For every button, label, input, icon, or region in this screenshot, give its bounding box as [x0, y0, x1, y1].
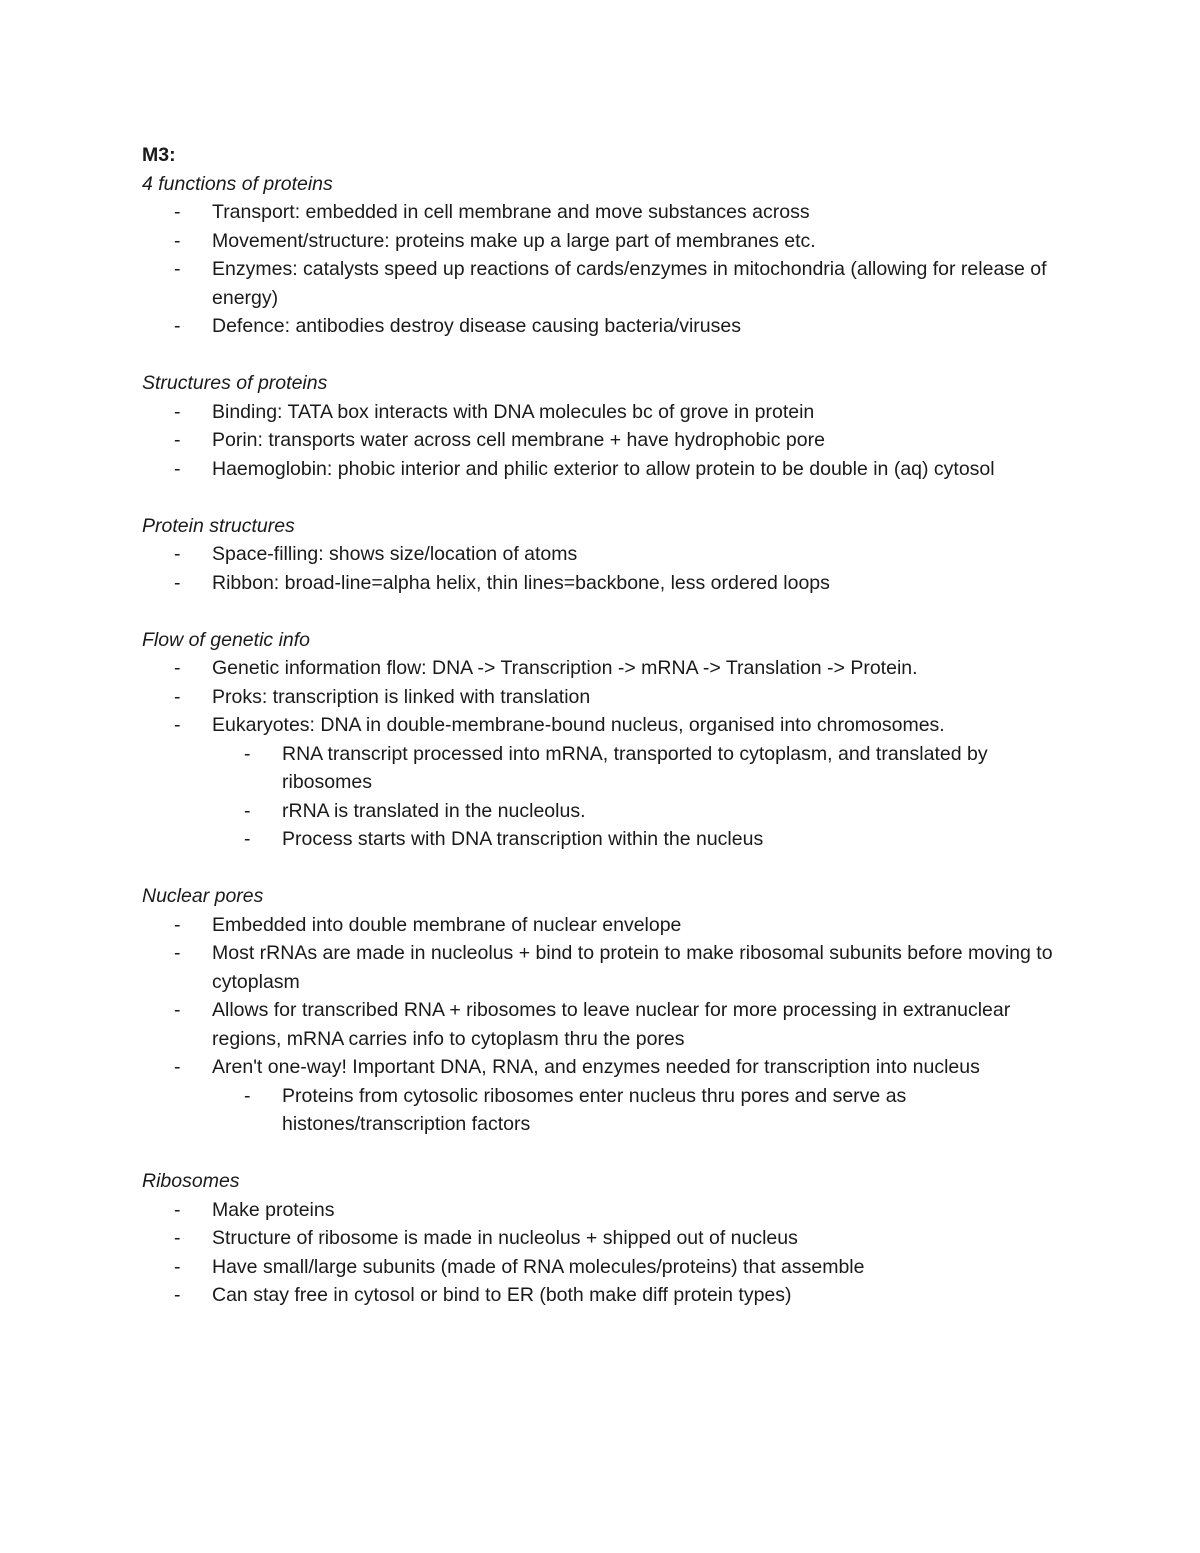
nested-list-item	[212, 1082, 1062, 1139]
list-item-text: Embedded into double membrane of nuclear envelope	[212, 913, 682, 936]
dash-bullet: -	[244, 828, 251, 850]
section-nuclear-pores	[142, 882, 1062, 1139]
list-item	[142, 540, 1062, 569]
dash-bullet: -	[174, 1227, 181, 1249]
dash-bullet: -	[174, 457, 181, 480]
bullet-list	[142, 1196, 1062, 1310]
list-item	[142, 1253, 1062, 1282]
section-ribosomes	[142, 1167, 1062, 1310]
nested-list-item	[212, 740, 1062, 797]
dash-bullet: -	[174, 714, 181, 736]
list-item	[142, 939, 1062, 996]
section-structures-of-proteins	[142, 369, 1062, 483]
list-item	[142, 1224, 1062, 1253]
dash-bullet: -	[174, 571, 181, 594]
list-item-text: Structure of ribosome is made in nucleolus + shipped out of nucleus	[212, 1227, 798, 1249]
list-item-text: rRNA is translated in the nucleolus.	[282, 799, 586, 822]
list-item	[142, 996, 1062, 1053]
bullet-list	[142, 911, 1062, 1139]
section-heading: Flow of genetic info	[142, 628, 311, 651]
section-flow-of-genetic-info	[142, 626, 1062, 854]
list-item-text: Ribbon: broad-line=alpha helix, thin lines=backbone, less ordered loops	[212, 571, 830, 594]
dash-bullet: -	[174, 1056, 181, 1078]
dash-bullet: -	[174, 999, 181, 1021]
list-item	[142, 398, 1062, 427]
bullet-list	[142, 540, 1062, 597]
list-item	[142, 711, 1062, 854]
list-item	[142, 1196, 1062, 1225]
list-item-text: Movement/structure: proteins make up a large part of membranes etc.	[212, 229, 816, 252]
bullet-list	[142, 654, 1062, 854]
section-heading: Protein structures	[142, 514, 295, 537]
list-item-text: RNA transcript processed into mRNA, transported to cytoplasm, and translated by ribosomes	[282, 742, 988, 793]
list-item-text: Porin: transports water across cell membrane + have hydrophobic pore	[212, 429, 825, 451]
list-item-text: Most rRNAs are made in nucleolus + bind to protein to make ribosomal subunits before moving to cytoplasm	[212, 942, 1053, 993]
nested-bullet-list	[142, 740, 1062, 854]
dash-bullet: -	[174, 913, 181, 936]
dash-bullet: -	[174, 258, 181, 280]
list-item-text: Have small/large subunits (made of RNA molecules/proteins) that assemble	[212, 1255, 865, 1278]
list-item-text: Genetic information flow: DNA -> Transcription -> mRNA -> Translation -> Protein.	[212, 657, 918, 679]
dash-bullet: -	[174, 400, 181, 423]
list-item-text: Make proteins	[212, 1198, 335, 1221]
dash-bullet: -	[174, 201, 181, 223]
list-item	[142, 1281, 1062, 1310]
dash-bullet: -	[174, 315, 181, 337]
section-heading: Nuclear pores	[142, 885, 264, 907]
section-protein-structures	[142, 512, 1062, 598]
list-item	[142, 198, 1062, 227]
dash-bullet: -	[244, 1084, 251, 1107]
list-item-text: Proteins from cytosolic ribosomes enter nucleus thru pores and serve as histones/transcription factors	[282, 1084, 907, 1135]
list-item-text: Defence: antibodies destroy disease causing bacteria/viruses	[212, 315, 741, 337]
list-item-text: Proks: transcription is linked with translation	[212, 685, 591, 708]
bullet-list	[142, 398, 1062, 484]
list-item	[142, 227, 1062, 256]
list-item	[142, 455, 1062, 484]
dash-bullet: -	[174, 1198, 181, 1221]
list-item-text: Enzymes: catalysts speed up reactions of cards/enzymes in mitochondria (allowing for release of energy)	[212, 258, 1047, 309]
section-heading: Structures of proteins	[142, 372, 328, 394]
list-item-text: Process starts with DNA transcription within the nucleus	[282, 828, 764, 850]
dash-bullet: -	[174, 685, 181, 708]
list-item	[142, 312, 1062, 341]
list-item	[142, 426, 1062, 455]
list-item	[142, 654, 1062, 683]
dash-bullet: -	[174, 1255, 181, 1278]
section-heading: Ribosomes	[142, 1170, 240, 1192]
nested-list-item	[212, 797, 1062, 826]
dash-bullet: -	[244, 799, 251, 822]
list-item	[142, 255, 1062, 312]
section-heading: 4 functions of proteins	[142, 172, 333, 195]
list-item-text: Can stay free in cytosol or bind to ER (both make diff protein types)	[212, 1284, 792, 1306]
dash-bullet: -	[244, 742, 251, 765]
dash-bullet: -	[174, 1284, 181, 1306]
list-item-text: Aren't one-way! Important DNA, RNA, and enzymes needed for transcription into nucleus	[212, 1056, 980, 1078]
dash-bullet: -	[174, 543, 181, 565]
list-item	[142, 569, 1062, 598]
dash-bullet: -	[174, 942, 181, 964]
list-item-text: Haemoglobin: phobic interior and philic exterior to allow protein to be double in (aq) cytosol	[212, 457, 995, 480]
list-item-text: Binding: TATA box interacts with DNA molecules bc of grove in protein	[212, 400, 815, 423]
list-item	[142, 1053, 1062, 1139]
bullet-list	[142, 198, 1062, 341]
nested-list-item	[212, 825, 1062, 854]
list-item	[142, 911, 1062, 940]
dash-bullet: -	[174, 229, 181, 252]
dash-bullet: -	[174, 657, 181, 679]
document-title: M3:	[142, 144, 176, 166]
nested-bullet-list	[142, 1082, 1062, 1139]
dash-bullet: -	[174, 429, 181, 451]
section-functions-of-proteins	[142, 170, 1062, 341]
list-item	[142, 683, 1062, 712]
list-item-text: Transport: embedded in cell membrane and move substances across	[212, 201, 810, 223]
list-item-text: Eukaryotes: DNA in double-membrane-bound nucleus, organised into chromosomes.	[212, 714, 945, 736]
document-body	[142, 141, 1062, 1338]
list-item-text: Space-filling: shows size/location of atoms	[212, 543, 578, 565]
list-item-text: Allows for transcribed RNA + ribosomes to leave nuclear for more processing in extranuclear regions, mRNA carries info to cytoplasm thru the pores	[212, 999, 1011, 1050]
